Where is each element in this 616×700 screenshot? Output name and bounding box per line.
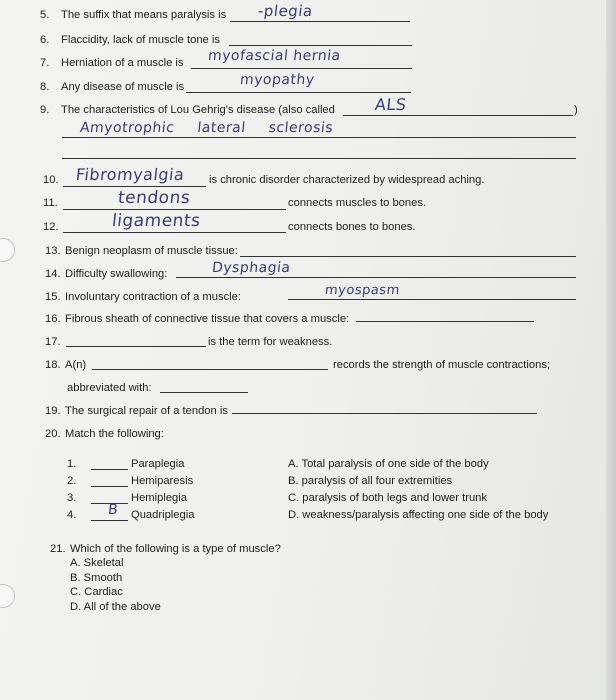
q8-handwritten-answer: myopathy [239,72,316,88]
q20-text: Match the following: [65,428,164,440]
match-option: B. paralysis of all four extremities [288,475,453,487]
match-option: A. Total paralysis of one side of the body [288,458,489,470]
q18-number: 18. [45,359,61,371]
q7-answer-line[interactable] [191,68,412,69]
q17-suffix: is the term for weakness. [208,336,333,348]
q11-handwritten-answer: tendons [116,188,192,208]
match-left-num: 2. [67,475,77,487]
q21-option[interactable]: D. All of the above [70,601,161,613]
match-handwritten-answer: B [107,502,119,518]
q9-number: 9. [40,104,50,116]
match-left-num: 4. [67,509,77,521]
q5-handwritten-answer: -plegia [257,2,314,20]
binder-hole [0,584,15,608]
q11-number: 11. [43,197,58,209]
match-left-term: Hemiplegia [131,492,187,504]
q16-text: Fibrous sheath of connective tissue that covers a muscle: [65,313,350,325]
q7-handwritten-answer: myofascial hernia [207,48,342,64]
q7-text: Herniation of a muscle is [61,57,184,69]
q21-option[interactable]: B. Smooth [70,572,123,584]
q9-handwritten-answer: Amyotrophic lateral sclerosis [79,120,334,136]
page-edge [606,0,616,700]
q9-handwritten-abbrev: ALS [374,95,408,114]
q18-suffix: records the strength of muscle contractions; [333,359,551,371]
q18-text: A(n) [65,359,87,371]
q18-answer-line[interactable] [92,369,328,370]
q9-close-paren: ) [574,104,578,116]
match-left-term: Paraplegia [131,458,185,470]
q6-text: Flaccidity, lack of muscle tone is [61,34,220,46]
q12-answer-line[interactable] [63,232,286,233]
match-left-term: Hemiparesis [131,475,194,487]
q21-text: Which of the following is a type of muscle? [70,543,281,555]
q7-number: 7. [40,57,50,69]
q13-answer-line[interactable] [240,256,576,257]
q6-answer-line[interactable] [229,45,412,46]
match-answer-line[interactable] [91,520,128,521]
q14-answer-line[interactable] [176,277,576,278]
q16-number: 16. [45,313,61,325]
q12-handwritten-answer: ligaments [110,211,202,231]
q19-number: 19. [45,405,61,417]
match-answer-line[interactable] [91,469,128,470]
q17-answer-line[interactable] [66,346,206,347]
q21-option[interactable]: C. Cardiac [70,586,123,598]
match-option: C. paralysis of both legs and lower trunk [288,492,487,504]
q19-answer-line[interactable] [232,413,537,414]
q15-handwritten-answer: myospasm [324,283,401,298]
q21-option[interactable]: A. Skeletal [70,557,124,569]
q13-number: 13. [45,245,61,257]
match-left-term: Quadriplegia [131,509,195,521]
q19-text: The surgical repair of a tendon is [65,405,228,417]
q15-answer-line[interactable] [288,299,576,300]
q5-text: The suffix that means paralysis is [61,9,227,21]
q5-number: 5. [40,9,50,21]
q9-text: The characteristics of Lou Gehrig's disease (also called [61,104,335,116]
q10-answer-line[interactable] [63,186,206,187]
q15-number: 15. [45,291,61,303]
q15-text: Involuntary contraction of a muscle: [65,291,241,303]
q14-number: 14. [45,268,61,280]
q11-answer-line[interactable] [63,209,286,210]
match-option: D. weakness/paralysis affecting one side of the body [288,509,549,521]
q13-text: Benign neoplasm of muscle tissue: [65,245,238,257]
q6-number: 6. [40,34,50,46]
binder-hole [0,238,15,262]
q21-number: 21. [50,543,66,555]
q11-suffix: connects muscles to bones. [288,197,427,209]
q8-answer-line[interactable] [186,92,411,93]
q10-suffix: is chronic disorder characterized by widespread aching. [209,174,485,186]
q17-number: 17. [45,336,61,348]
q16-answer-line[interactable] [356,321,534,322]
q10-number: 10. [43,174,59,186]
q14-text: Difficulty swallowing: [65,268,168,280]
q12-number: 12. [43,221,59,233]
q8-text: Any disease of muscle is [61,81,185,93]
q20-number: 20. [45,428,61,440]
q18-abbrev-line[interactable] [160,392,248,393]
q12-suffix: connects bones to bones. [288,221,416,233]
match-left-num: 3. [67,492,77,504]
q10-handwritten-answer: Fibromyalgia [75,165,186,184]
match-answer-line[interactable] [91,486,128,487]
q5-answer-line[interactable] [230,21,410,22]
q14-handwritten-answer: Dysphagia [211,260,292,276]
q18-abbrev-label: abbreviated with: [67,382,152,394]
q8-number: 8. [40,81,50,93]
q9-answer-line-2[interactable] [62,137,576,138]
q9-answer-line-3[interactable] [62,158,576,159]
match-left-num: 1. [67,458,77,470]
q9-answer-line[interactable] [343,115,573,116]
